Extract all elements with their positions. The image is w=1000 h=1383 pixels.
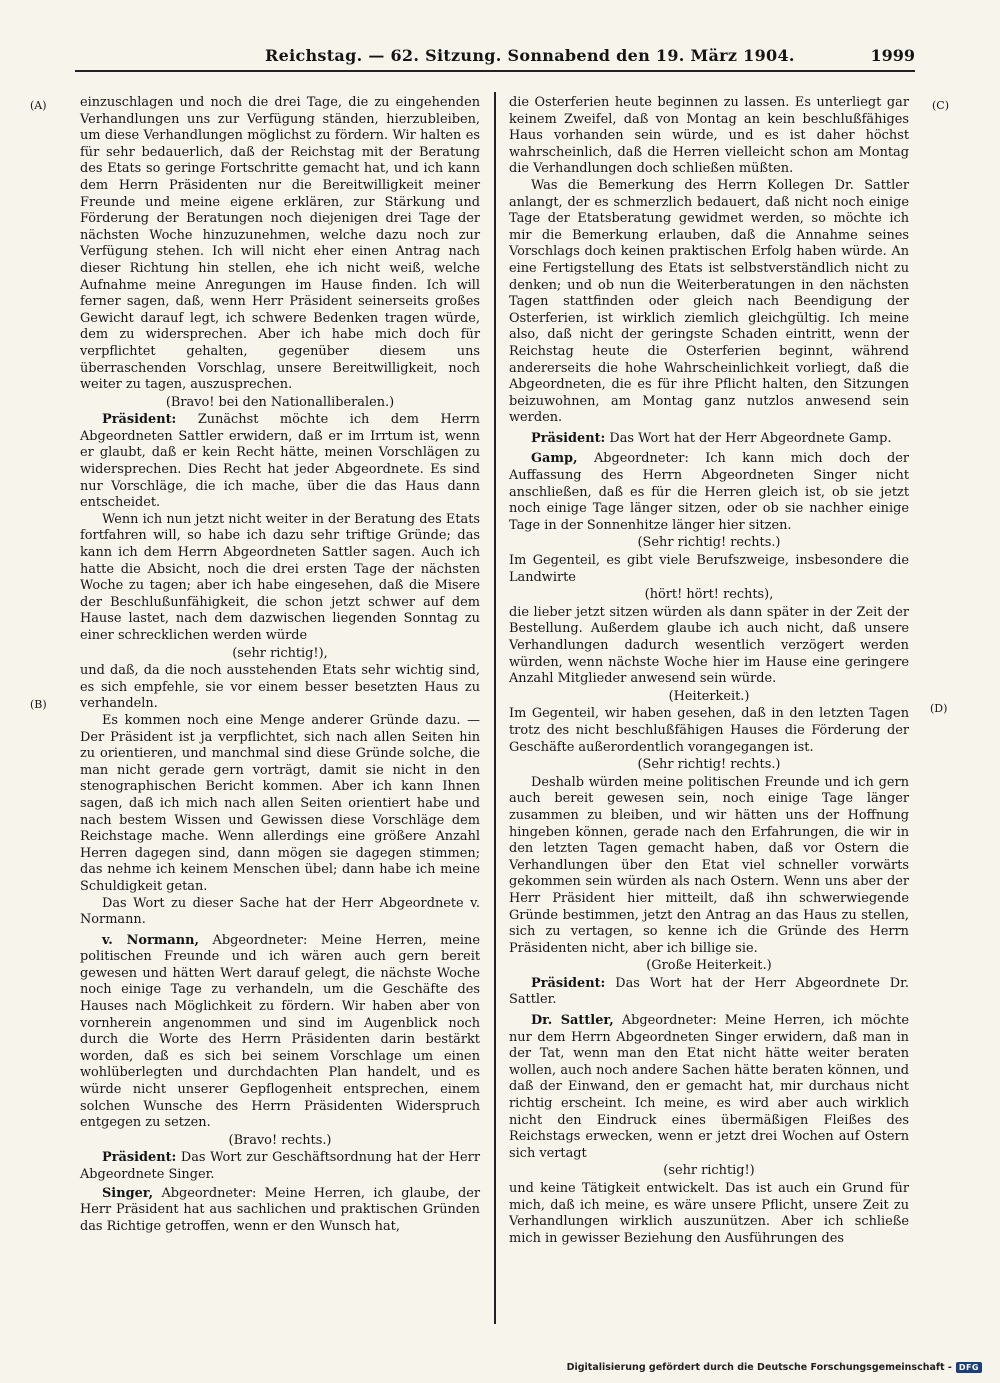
page-number: 1999 [870, 46, 915, 65]
speaker-name: Gamp, [531, 451, 578, 467]
paragraph: Es kommen noch eine Menge anderer Gründe dazu. — Der Präsident ist ja verpflichtet, sich nach allen Seiten hin zu orientieren, und manchmal sind diese Gründe solche, die man nicht gerade gern vorträgt, damit sie nicht in den stenographischen Bericht kommen. Aber ich kann Ihnen sagen, daß ich mich nach allen Seiten orientiert habe und nach bestem Wissen und Gewissen diese Vorschläge dem Reichstage mache. Wenn allerdings eine größere Anzahl Herren dagegen sind, dann mögen sie dagegen stimmen; das nehme ich keinem Menschen übel; dann habe ich meine Schuldigkeit getan. [80, 712, 480, 894]
interjection: (sehr richtig!) [663, 1163, 755, 1179]
speech-text: Zunächst möchte ich dem Herrn Abgeordneten Sattler erwidern, daß er im Irrtum ist, wenn er glaubt, daß er kein Recht hätte, meinen Vorschlägen zu widersprechen. Dies Recht hat jeder Abgeordnete. Es sind nur Vorschläge, die ich mache, über die das Haus dann entscheidet. [80, 412, 480, 511]
paragraph: die Osterferien heute beginnen zu lassen. Es unterliegt gar keinem Zweifel, daß von Montag an kein beschlußfähiges Haus vorhanden sein würde, und es ist daher höchst wahrscheinlich, daß die Herren vielleicht schon am Montag die Verhandlungen doch schließen müßten. [509, 95, 909, 177]
marker-b: (B) [30, 698, 47, 711]
speaker-name: Präsident: [531, 430, 606, 446]
page-header [75, 44, 915, 72]
speech-text: Abgeordneter: Ich kann mich doch der Auffassung des Herrn Abgeordneten Singer nicht anschließen, daß es für die Herren gleich ist, ob sie jetzt noch einige Tage länger sitzen, oder ob sie nachher einige Tage in der Sonnenhitze länger hier sitzen. [509, 451, 909, 533]
paragraph: Das Wort zu dieser Sache hat der Herr Abgeordnete v. Normann. [80, 895, 480, 928]
running-title: Reichstag. — 62. Sitzung. Sonnabend den 19. März 1904. [265, 46, 795, 65]
paragraph: und keine Tätigkeit entwickelt. Das ist auch ein Grund für mich, daß ich meine, es wäre unsere Pflicht, unsere Zeit zu Verhandlungen wirklich auszunützen. Aber ich schließe mich in gewisser Beziehung den Ausführungen des [509, 1181, 909, 1246]
left-column [80, 95, 480, 1235]
paragraph: und daß, da die noch ausstehenden Etats sehr wichtig sind, es sich empfehle, sie vor einem besser besetzten Haus zu verhandeln. [80, 663, 480, 712]
paragraph: die lieber jetzt sitzen würden als dann später in der Zeit der Bestellung. Außerdem glaube ich auch nicht, daß unsere Verhandlungen dadurch wesentlich verzögert werden würden, wenn nächste Woche hier im Hause eine geringere Anzahl Mitglieder anwesend sein würde. [509, 604, 909, 687]
speaker-name: v. Normann, [102, 932, 199, 948]
paragraph: einzuschlagen und noch die drei Tage, die zu eingehenden Verhandlungen uns zur Verfügung ständen, hierzubleiben, um diese Verhandlungen möglichst zu fördern. Wir halten es für sehr bedauerlich, daß der Reichstag mit der Beratung des Etats so geringe Fortschritte gemacht hat, und ich kann dem Herrn Präsidenten nur die Bereitwilligkeit meiner Freunde und meine eigene erklären, zur Stärkung und Förderung der Beratungen noch diejenigen drei Tage der nächsten Woche hinzuzunehmen, welche dazu noch zur Verfügung stehen. Ich will nicht eher einen Antrag nach dieser Richtung hin stellen, ehe ich nicht weiß, welche Aufnahme meine Anregungen im Hause finden. Ich will ferner sagen, daß, wenn Herr Präsident seinerseits großes Gewicht darauf legt, ich schwere Bedenken tragen würde, dem zu widersprechen. Aber ich habe mich doch für verpflichtet gehalten, gegenüber diesem uns überraschenden Vorschlag, unsere Bereitwilligkeit, noch weiter zu tagen, auszusprechen. [80, 95, 480, 393]
paragraph [80, 1186, 480, 1236]
interjection: (Heiterkeit.) [668, 688, 750, 704]
interjection: (sehr richtig!), [232, 645, 328, 661]
marker-d: (D) [930, 702, 948, 715]
interjection: (Sehr richtig! rechts.) [637, 757, 781, 773]
paragraph: Was die Bemerkung des Herrn Kollegen Dr. Sattler anlangt, der es schmerzlich bedauert, daß nicht noch einige Tage der Etatsberatung gewidmet werden, so möchte ich mir die Bemerkung erlauben, daß die Annahme seines Vorschlags doch keinen praktischen Erfolg haben würde. An eine Fertigstellung des Etats ist selbstverständlich nicht zu denken; und ob nun die Weiterberatungen in den nächsten Tagen stattfinden oder gleich nach Beendigung der Osterferien, ist wirklich ziemlich gleichgültig. Ich meine also, daß nicht der geringste Schaden eintritt, wenn der Reichstag heute die Osterferien beginnt, während andererseits die hohe Wahrscheinlichkeit vorliegt, daß die Abgeordneten, die es für ihre Pflicht halten, den Sitzungen beizuwohnen, am Montag ganz nutzlos anwesend sein werden. [509, 177, 909, 426]
paragraph [509, 451, 909, 534]
interjection: (Bravo! rechts.) [228, 1132, 332, 1148]
dfg-logo: DFG [956, 1362, 982, 1373]
paragraph: Deshalb würden meine politischen Freunde und ich gern auch bereit gewesen sein, noch einige Tage länger zusammen zu bleiben, und wir hätten uns der Hoffnung hingeben können, gerade nach den Erfahrungen, die wir in den letzten Tagen gemacht haben, daß vor Ostern die Verhandlungen über den Etat viel schneller vorwärts gekommen sein würden als nach Ostern. Wenn uns aber der Herr Präsident hier mitteilt, daß ihn schwerwiegende Gründe bestimmen, jetzt den Antrag an das Haus zu stellen, sich zu vertagen, so kenne ich die Gründe des Herrn Präsidenten nicht, aber ich billige sie. [509, 774, 909, 956]
right-column [509, 95, 909, 1247]
digitization-credit [567, 1362, 982, 1373]
speech-text: Abgeordneter: Meine Herren, ich möchte nur dem Herrn Abgeordneten Singer erwidern, daß man in der Tat, wenn man den Etat nicht hätte weiter beraten wollen, auch noch andere Sachen hätte beraten können, und daß der Einwand, den er gemacht hat, mir durchaus nicht richtig erscheint. Ich meine, es wird aber auch wirklich nicht den Eindruck eines übermäßigen Fleißes des Reichstags erwecken, wenn er jetzt drei Wochen auf Ostern sich vertagt [509, 1013, 909, 1161]
speech-text: Das Wort hat der Herr Abgeordnete Dr. Sattler. [509, 975, 909, 1008]
speaker-name: Präsident: [102, 412, 177, 428]
paragraph: Wenn ich nun jetzt nicht weiter in der Beratung des Etats fortfahren will, so habe ich dazu sehr triftige Gründe; das kann ich dem Herrn Abgeordneten Sattler sagen. Auch ich hatte die Absicht, noch die drei ersten Tage der nächsten Woche zu tagen; aber ich habe eingesehen, daß die Misere der Beschlußunfähigkeit, die schon jetzt schwer auf dem Hause lastet, nach dem dazwischen liegenden Sonntag zu einer schrecklichen werden würde [80, 511, 480, 643]
paragraph [80, 933, 480, 1132]
paragraph: Im Gegenteil, es gibt viele Berufszweige, insbesondere die Landwirte [509, 553, 909, 585]
paragraph: Im Gegenteil, wir haben gesehen, daß in den letzten Tagen trotz des nicht beschlußfähigen Hauses die Förderung der Geschäfte außerordentlich vorangegangen ist. [509, 706, 909, 755]
credit-text: Digitalisierung gefördert durch die Deutsche Forschungsgemeinschaft - [566, 1362, 952, 1373]
speech-text: Abgeordneter: Meine Herren, meine politischen Freunde und ich wären auch gern bereit gewesen und hätten Wert darauf gelegt, die nächste Woche noch einige Tage zu verhandeln, um die Geschäfte des Hauses nach Möglichkeit zu fördern. Wir haben aber von vornherein angenommen und sind im Augenblick noch durch die Worte des Herrn Präsidenten darin bestärkt worden, daß es sich bei seinem Vorschlage um einen wohlüberlegten und durchdachten Plan handelt, und es würde nicht unserer Gepflogenheit entsprechen, einem solchen Wunsche des Herrn Präsidenten Widerspruch entgegen zu setzen. [80, 932, 480, 1131]
speaker-name: Singer, [102, 1185, 154, 1201]
marker-c: (C) [932, 99, 949, 112]
paragraph [509, 431, 909, 448]
speech-text: Das Wort hat der Herr Abgeordnete Gamp. [609, 430, 892, 446]
speaker-name: Dr. Sattler, [531, 1013, 614, 1029]
speaker-name: Präsident: [531, 975, 606, 991]
paragraph [80, 412, 480, 512]
interjection: (Große Heiterkeit.) [646, 958, 772, 974]
paragraph [80, 1150, 480, 1183]
paragraph [509, 1013, 909, 1162]
speech-text: Das Wort zur Geschäftsordnung hat der Herr Abgeordnete Singer. [80, 1150, 480, 1182]
column-divider [494, 92, 496, 1324]
interjection: (hört! hört! rechts), [644, 587, 774, 603]
interjection: (Bravo! bei den Nationalliberalen.) [165, 394, 395, 410]
speaker-name: Präsident: [102, 1150, 177, 1166]
interjection: (Sehr richtig! rechts.) [637, 535, 781, 551]
marker-a: (A) [30, 99, 47, 112]
speech-text: Abgeordneter: Meine Herren, ich glaube, der Herr Präsident hat aus sachlichen und praktischen Gründen das Richtige getroffen, wenn er den Wunsch hat, [80, 1185, 480, 1234]
paragraph [509, 976, 909, 1009]
